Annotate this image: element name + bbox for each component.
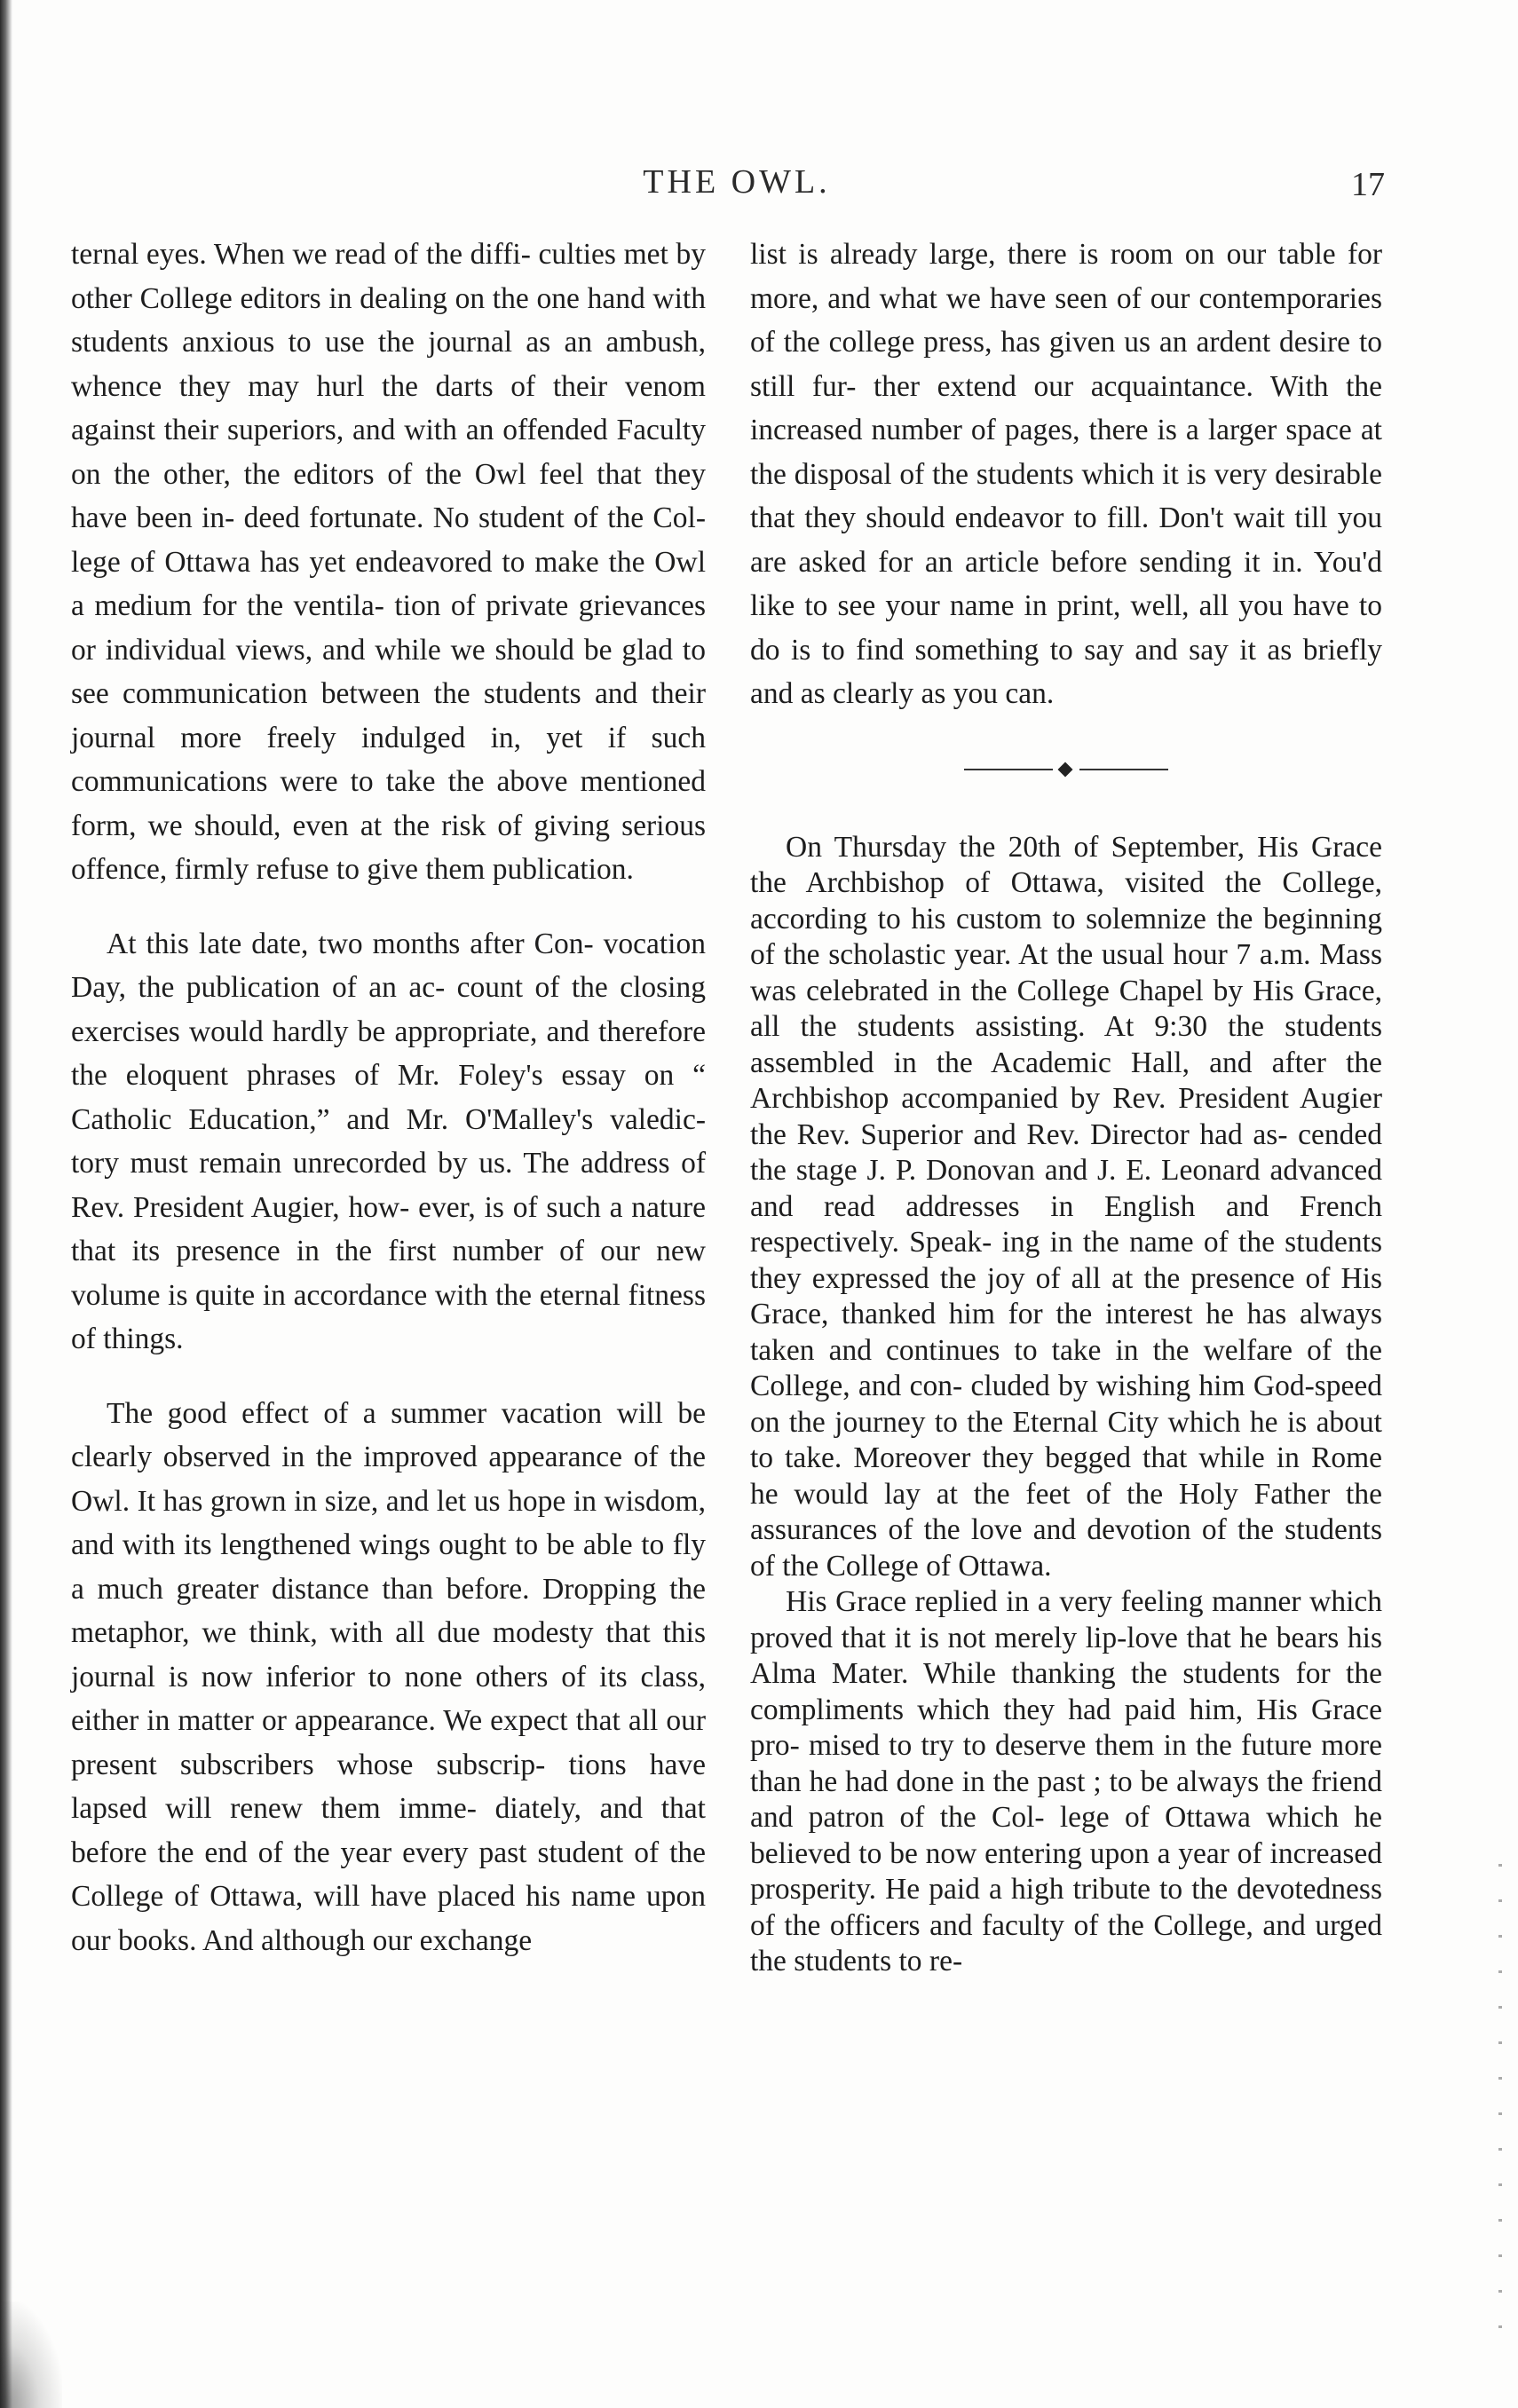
left-column [71, 233, 706, 1962]
right-paragraph-2: On Thursday the 20th of September, His Grace the Archbishop of Ottawa, visited the College, according to his custom to solemnize the beginning of the scholastic year. At the usual hour 7 a.m. Mass was celebrated in the College Chapel by His Grace, all the students assisting. At 9:30 the students assembled in the Academic Hall, and after the Archbishop accompanied by Rev. President Augier the Rev. Superior and Rev. Director had as- cended the stage J. P. Donovan and J. E. Leonard advanced and read addresses in English and French respectively. Speak- ing in the name of the students they expressed the joy of all at the presence of His Grace, thanked him for the interest he has always taken and continues to take in the welfare of the College, and con- cluded by wishing him God-speed on the journey to the Eternal City which he is about to take. Moreover they begged that while in Rome he would lay at the feet of the Holy Father the assurances of the love and devotion of the students of the College of Ottawa. [750, 830, 1382, 1583]
page-number: 17 [1351, 166, 1385, 203]
left-paragraph-3: The good effect of a summer vacation will be clearly observed in the improved appearance of the Owl. It has grown in size, and let us hope in wisdom, and with its lengthened wings ought to be able to fly a much greater distance than before. Dropping the metaphor, we think, with all due modesty that this journal is now inferior to none others of its class, either in matter or appearance. We expect that all our present subscribers whose subscrip- tions have lapsed will renew them imme- diately, and that before the end of the year every past student of the College of Ottawa, will have placed his name upon our books. And although our exchange [71, 1396, 706, 1957]
margin-speckle [1498, 1864, 1502, 2361]
binding-shadow [0, 0, 12, 2408]
divider-line-right [1079, 769, 1168, 770]
left-paragraph-1: ternal eyes. When we read of the diffi- culties met by other College editors in dealing on the one hand with students anxious to use the journal as an ambush, whence they may hurl the darts of their venom against their superiors, and with an offended Faculty on the other, the editors of the Owl feel that they have been in- deed fortunate. No student of the Col- lege of Ottawa has yet endeavored to make the Owl a medium for the ventila- tion of private grievances or individual views, and while we should be glad to see communication between the students and their journal more freely indulged in, yet if such communications were to take the above mentioned form, we should, even at the risk of giving serious offence, firmly refuse to give them publication. [71, 238, 706, 886]
divider-diamond-icon [1058, 762, 1073, 777]
archbishop-visit-section [750, 830, 1382, 1980]
divider-line-left [964, 769, 1053, 770]
right-column [750, 233, 1382, 1980]
right-paragraph-1: list is already large, there is room on our table for more, and what we have seen of our contemporaries of the college press, has given us an ardent desire to still fur- ther extend our acquaintance. With the increased number of pages, there is a larger space at the disposal of the students which it is very desirable that they should endeavor to fill. Don't wait till you are asked for an article before sending it in. You'd like to see your name in print, well, all you have to do is to find something to say and say it as briefly and as clearly as you can. [750, 238, 1382, 710]
corner-smudge [0, 2301, 62, 2408]
left-paragraph-2: At this late date, two months after Con- vocation Day, the publication of an ac- count of the closing exercises would hardly be appropriate, and therefore the eloquent phrases of Mr. Foley's essay on “ Catholic Education,” and Mr. O'Malley's valedic- tory must remain unrecorded by us. The address of Rev. President Augier, how- ever, is of such a nature that its presence in the first number of our new volume is quite in accordance with the eternal fitness of things. [71, 927, 706, 1355]
section-divider [964, 761, 1168, 778]
right-paragraph-3: His Grace replied in a very feeling manner which proved that it is not merely lip-love that he bears his Alma Mater. While thanking the students for the compliments which they had paid him, His Grace pro- mised to try to deserve them in the future more than he had done in the past ; to be always the friend and patron of the Col- lege of Ottawa which he believed to be now entering upon a year of increased prosperity. He paid a high tribute to the devotedness of the officers and faculty of the College, and urged the students to re- [750, 1585, 1382, 1978]
running-title: THE OWL. [643, 163, 831, 201]
